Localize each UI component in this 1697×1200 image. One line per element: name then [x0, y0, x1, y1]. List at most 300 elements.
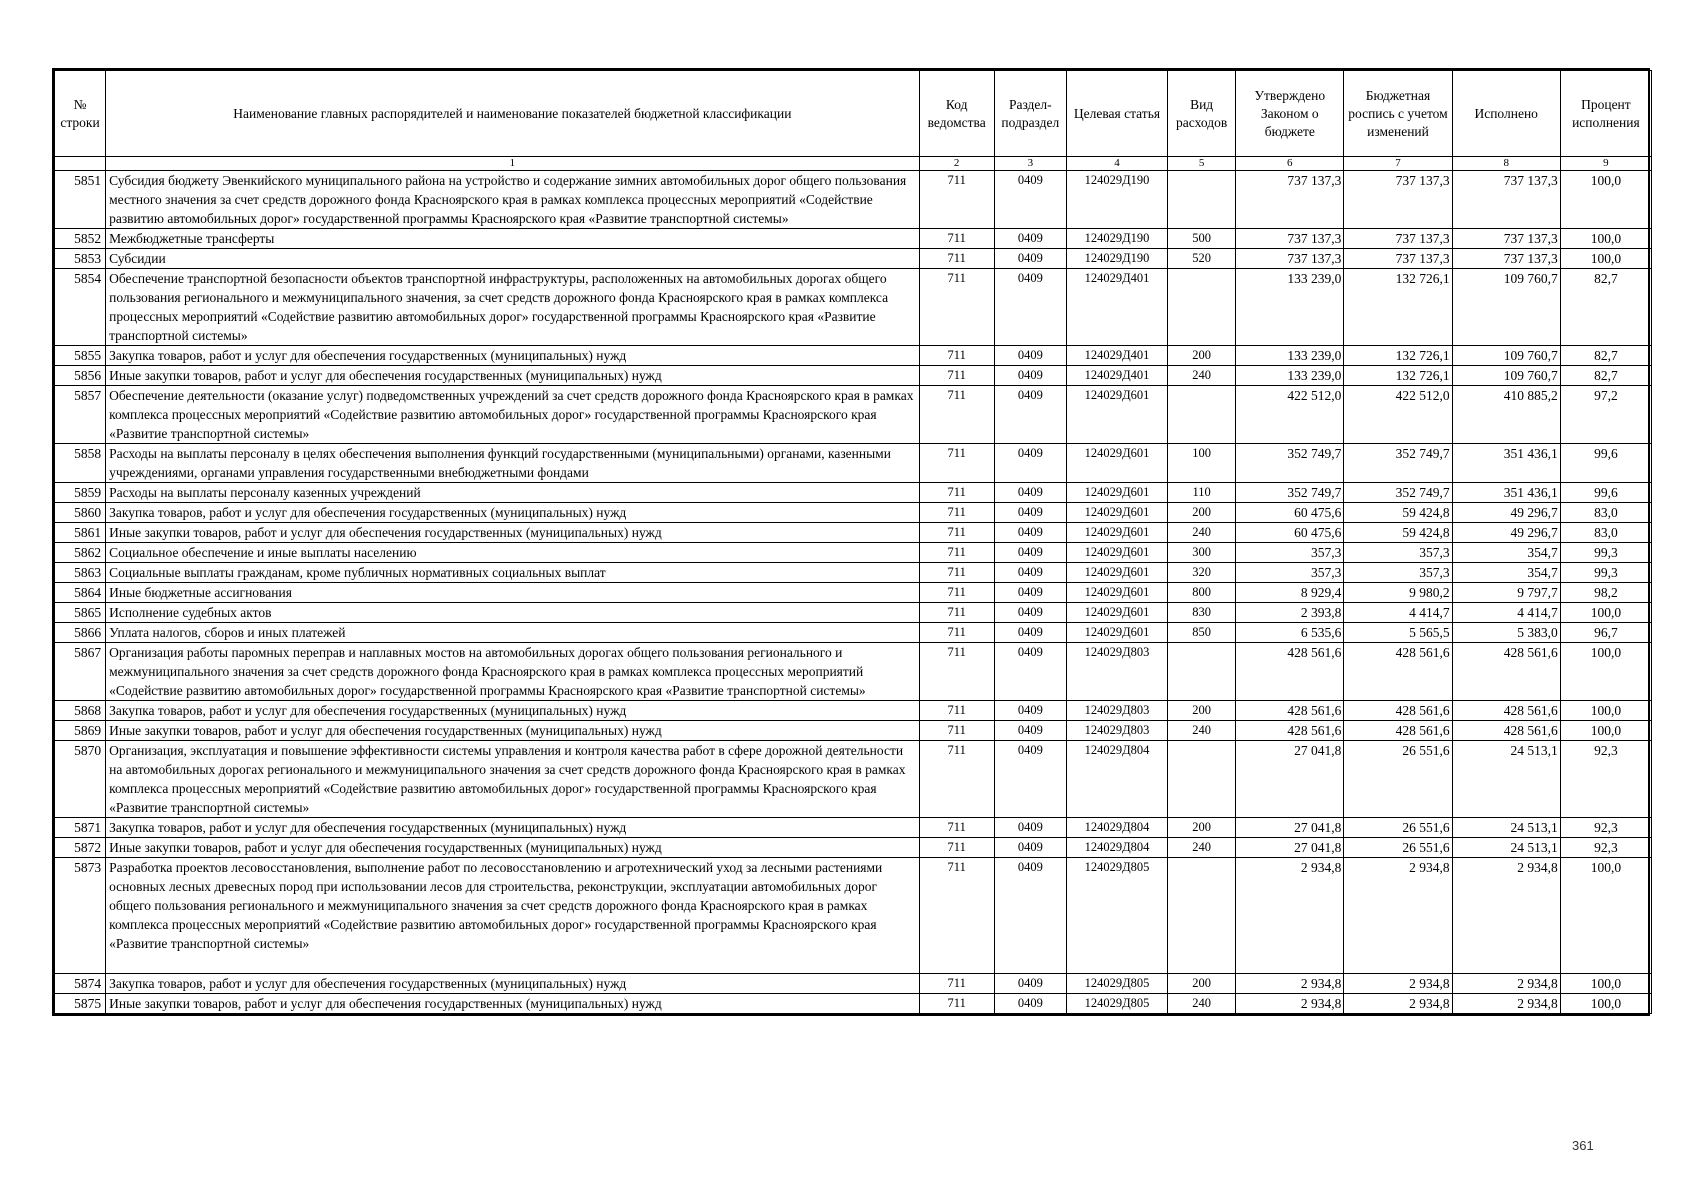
target-article-cell: 124029Д401 [1066, 346, 1167, 366]
table-row [55, 249, 1652, 269]
percent-cell: 100,0 [1560, 249, 1651, 269]
header-executed: Исполнено [1452, 71, 1560, 157]
target-article-cell: 124029Д601 [1066, 523, 1167, 543]
table-row [55, 583, 1652, 603]
column-number: 9 [1560, 157, 1651, 171]
executed-cell: 5 383,0 [1452, 623, 1560, 643]
name-cell: Субсидия бюджету Эвенкийского муниципального района на устройство и содержание зимних автомобильных дорог общего пользования местного значения за счет средств дорожного фонда Красноярского края в рамках комплекса процессных мероприятий «Содействие развитию автомобильных дорог» государственной программы Красноярского края «Развитие транспортной системы» [106, 171, 920, 229]
row-number-cell: 5873 [55, 858, 106, 974]
target-article-cell: 124029Д804 [1066, 818, 1167, 838]
budget-schedule-cell: 428 561,6 [1344, 643, 1452, 701]
executed-cell: 49 296,7 [1452, 503, 1560, 523]
target-article-cell: 124029Д601 [1066, 623, 1167, 643]
executed-cell: 109 760,7 [1452, 366, 1560, 386]
percent-cell: 97,2 [1560, 386, 1651, 444]
approved-cell: 428 561,6 [1236, 643, 1344, 701]
approved-cell: 737 137,3 [1236, 171, 1344, 229]
department-code-cell: 711 [919, 643, 994, 701]
percent-cell: 100,0 [1560, 721, 1651, 741]
table-row [55, 543, 1652, 563]
name-cell: Разработка проектов лесовосстановления, выполнение работ по лесовосстановлению и агротехнический уход за лесными растениями основных лесных древесных пород при использовании лесов для строительства, реконструкции, эксплуатации автомобильных дорог общего пользования регионального и межмуниципального значения за счет средств дорожного фонда Красноярского края в рамках комплекса процессных мероприятий «Содействие развитию автомобильных дорог» государственной программы Красноярского края «Развитие транспортной системы» [106, 858, 920, 974]
budget-schedule-cell: 26 551,6 [1344, 741, 1452, 818]
section-cell: 0409 [994, 269, 1066, 346]
section-cell: 0409 [994, 386, 1066, 444]
executed-cell: 2 934,8 [1452, 974, 1560, 994]
name-cell: Расходы на выплаты персоналу в целях обеспечения выполнения функций государственными (муниципальными) органами, казенными учреждениями, органами управления государственными внебюджетными фондами [106, 444, 920, 483]
row-number-cell: 5858 [55, 444, 106, 483]
percent-cell: 82,7 [1560, 269, 1651, 346]
row-number-cell: 5874 [55, 974, 106, 994]
percent-cell: 98,2 [1560, 583, 1651, 603]
target-article-cell: 124029Д401 [1066, 269, 1167, 346]
table-row [55, 974, 1652, 994]
name-cell: Обеспечение транспортной безопасности объектов транспортной инфраструктуры, расположенных на автомобильных дорогах общего пользования регионального и межмуниципального значения, за счет средств дорожного фонда Красноярского края в рамках комплекса процессных мероприятий «Содействие развитию автомобильных дорог» государственной программы Красноярского края «Развитие транспортной системы» [106, 269, 920, 346]
target-article-cell: 124029Д803 [1066, 643, 1167, 701]
approved-cell: 27 041,8 [1236, 818, 1344, 838]
approved-cell: 6 535,6 [1236, 623, 1344, 643]
executed-cell: 354,7 [1452, 563, 1560, 583]
expense-type-cell: 100 [1168, 444, 1236, 483]
percent-cell: 100,0 [1560, 858, 1651, 974]
approved-cell: 8 929,4 [1236, 583, 1344, 603]
executed-cell: 109 760,7 [1452, 269, 1560, 346]
target-article-cell: 124029Д601 [1066, 563, 1167, 583]
expense-type-cell: 320 [1168, 563, 1236, 583]
expense-type-cell: 240 [1168, 721, 1236, 741]
target-article-cell: 124029Д601 [1066, 543, 1167, 563]
name-cell: Закупка товаров, работ и услуг для обеспечения государственных (муниципальных) нужд [106, 974, 920, 994]
table-row [55, 741, 1652, 818]
expense-type-cell [1168, 741, 1236, 818]
department-code-cell: 711 [919, 741, 994, 818]
expense-type-cell [1168, 858, 1236, 974]
expense-type-cell [1168, 643, 1236, 701]
table-row [55, 838, 1652, 858]
section-cell: 0409 [994, 818, 1066, 838]
target-article-cell: 124029Д805 [1066, 974, 1167, 994]
budget-table-container [52, 68, 1650, 1016]
table-row [55, 171, 1652, 229]
table-row [55, 701, 1652, 721]
percent-cell: 83,0 [1560, 503, 1651, 523]
department-code-cell: 711 [919, 483, 994, 503]
executed-cell: 2 934,8 [1452, 858, 1560, 974]
budget-schedule-cell: 737 137,3 [1344, 249, 1452, 269]
expense-type-cell [1168, 386, 1236, 444]
department-code-cell: 711 [919, 994, 994, 1014]
budget-schedule-cell: 26 551,6 [1344, 838, 1452, 858]
header-approved: Утверждено Законом о бюджете [1236, 71, 1344, 157]
table-row [55, 563, 1652, 583]
section-cell: 0409 [994, 721, 1066, 741]
expense-type-cell [1168, 269, 1236, 346]
approved-cell: 352 749,7 [1236, 483, 1344, 503]
percent-cell: 100,0 [1560, 603, 1651, 623]
table-row [55, 444, 1652, 483]
approved-cell: 428 561,6 [1236, 721, 1344, 741]
target-article-cell: 124029Д804 [1066, 741, 1167, 818]
percent-cell: 92,3 [1560, 818, 1651, 838]
section-cell: 0409 [994, 858, 1066, 974]
name-cell: Закупка товаров, работ и услуг для обеспечения государственных (муниципальных) нужд [106, 503, 920, 523]
department-code-cell: 711 [919, 583, 994, 603]
expense-type-cell: 200 [1168, 346, 1236, 366]
target-article-cell: 124029Д190 [1066, 229, 1167, 249]
row-number-cell: 5865 [55, 603, 106, 623]
row-number-cell: 5853 [55, 249, 106, 269]
approved-cell: 133 239,0 [1236, 269, 1344, 346]
name-cell: Обеспечение деятельности (оказание услуг) подведомственных учреждений за счет средств дорожного фонда Красноярского края в рамках комплекса процессных мероприятий «Содействие развитию автомобильных дорог» государственной программы Красноярского края «Развитие транспортной системы» [106, 386, 920, 444]
table-row [55, 858, 1652, 974]
row-number-cell: 5870 [55, 741, 106, 818]
approved-cell: 737 137,3 [1236, 229, 1344, 249]
name-cell: Социальные выплаты гражданам, кроме публичных нормативных социальных выплат [106, 563, 920, 583]
percent-cell: 100,0 [1560, 974, 1651, 994]
section-cell: 0409 [994, 701, 1066, 721]
approved-cell: 737 137,3 [1236, 249, 1344, 269]
budget-schedule-cell: 737 137,3 [1344, 229, 1452, 249]
name-cell: Иные закупки товаров, работ и услуг для обеспечения государственных (муниципальных) нужд [106, 838, 920, 858]
name-cell: Социальное обеспечение и иные выплаты населению [106, 543, 920, 563]
column-number: 8 [1452, 157, 1560, 171]
table-row [55, 346, 1652, 366]
budget-schedule-cell: 132 726,1 [1344, 366, 1452, 386]
row-number-cell: 5864 [55, 583, 106, 603]
target-article-cell: 124029Д401 [1066, 366, 1167, 386]
approved-cell: 422 512,0 [1236, 386, 1344, 444]
expense-type-cell: 240 [1168, 994, 1236, 1014]
section-cell: 0409 [994, 483, 1066, 503]
department-code-cell: 711 [919, 503, 994, 523]
budget-schedule-cell: 26 551,6 [1344, 818, 1452, 838]
executed-cell: 354,7 [1452, 543, 1560, 563]
department-code-cell: 711 [919, 543, 994, 563]
approved-cell: 133 239,0 [1236, 346, 1344, 366]
executed-cell: 428 561,6 [1452, 721, 1560, 741]
header-expense-type: Вид расходов [1168, 71, 1236, 157]
expense-type-cell: 520 [1168, 249, 1236, 269]
header-row-number: № строки [55, 71, 106, 157]
budget-schedule-cell: 2 934,8 [1344, 974, 1452, 994]
column-number: 4 [1066, 157, 1167, 171]
target-article-cell: 124029Д190 [1066, 171, 1167, 229]
department-code-cell: 711 [919, 623, 994, 643]
approved-cell: 27 041,8 [1236, 741, 1344, 818]
table-row [55, 386, 1652, 444]
budget-schedule-cell: 5 565,5 [1344, 623, 1452, 643]
row-number-cell: 5855 [55, 346, 106, 366]
section-cell: 0409 [994, 444, 1066, 483]
header-budget-schedule: Бюджетная роспись с учетом изменений [1344, 71, 1452, 157]
budget-table [54, 70, 1652, 1014]
percent-cell: 92,3 [1560, 838, 1651, 858]
section-cell: 0409 [994, 563, 1066, 583]
name-cell: Иные закупки товаров, работ и услуг для обеспечения государственных (муниципальных) нужд [106, 721, 920, 741]
budget-schedule-cell: 422 512,0 [1344, 386, 1452, 444]
target-article-cell: 124029Д601 [1066, 503, 1167, 523]
department-code-cell: 711 [919, 229, 994, 249]
row-number-cell: 5857 [55, 386, 106, 444]
row-number-cell: 5852 [55, 229, 106, 249]
target-article-cell: 124029Д804 [1066, 838, 1167, 858]
row-number-cell: 5860 [55, 503, 106, 523]
budget-schedule-cell: 428 561,6 [1344, 701, 1452, 721]
approved-cell: 352 749,7 [1236, 444, 1344, 483]
header-name: Наименование главных распорядителей и наименование показателей бюджетной классификации [106, 71, 920, 157]
department-code-cell: 711 [919, 858, 994, 974]
column-number [55, 157, 106, 171]
target-article-cell: 124029Д601 [1066, 583, 1167, 603]
executed-cell: 4 414,7 [1452, 603, 1560, 623]
section-cell: 0409 [994, 994, 1066, 1014]
percent-cell: 100,0 [1560, 701, 1651, 721]
section-cell: 0409 [994, 346, 1066, 366]
budget-schedule-cell: 428 561,6 [1344, 721, 1452, 741]
department-code-cell: 711 [919, 974, 994, 994]
target-article-cell: 124029Д601 [1066, 386, 1167, 444]
section-cell: 0409 [994, 171, 1066, 229]
percent-cell: 99,6 [1560, 444, 1651, 483]
table-row [55, 818, 1652, 838]
section-cell: 0409 [994, 583, 1066, 603]
name-cell: Иные бюджетные ассигнования [106, 583, 920, 603]
name-cell: Исполнение судебных актов [106, 603, 920, 623]
name-cell: Иные закупки товаров, работ и услуг для обеспечения государственных (муниципальных) нужд [106, 994, 920, 1014]
approved-cell: 2 934,8 [1236, 858, 1344, 974]
row-number-cell: 5851 [55, 171, 106, 229]
section-cell: 0409 [994, 741, 1066, 818]
budget-schedule-cell: 9 980,2 [1344, 583, 1452, 603]
row-number-cell: 5866 [55, 623, 106, 643]
department-code-cell: 711 [919, 346, 994, 366]
row-number-cell: 5867 [55, 643, 106, 701]
department-code-cell: 711 [919, 701, 994, 721]
section-cell: 0409 [994, 603, 1066, 623]
table-row [55, 523, 1652, 543]
percent-cell: 92,3 [1560, 741, 1651, 818]
executed-cell: 351 436,1 [1452, 483, 1560, 503]
department-code-cell: 711 [919, 721, 994, 741]
row-number-cell: 5872 [55, 838, 106, 858]
expense-type-cell: 500 [1168, 229, 1236, 249]
expense-type-cell: 200 [1168, 701, 1236, 721]
department-code-cell: 711 [919, 818, 994, 838]
percent-cell: 99,6 [1560, 483, 1651, 503]
row-number-cell: 5862 [55, 543, 106, 563]
name-cell: Иные закупки товаров, работ и услуг для обеспечения государственных (муниципальных) нужд [106, 366, 920, 386]
header-percent: Процент исполнения [1560, 71, 1651, 157]
approved-cell: 357,3 [1236, 543, 1344, 563]
budget-schedule-cell: 357,3 [1344, 543, 1452, 563]
column-number: 3 [994, 157, 1066, 171]
section-cell: 0409 [994, 366, 1066, 386]
table-row [55, 229, 1652, 249]
row-number-cell: 5861 [55, 523, 106, 543]
column-number-row [55, 157, 1652, 171]
executed-cell: 109 760,7 [1452, 346, 1560, 366]
department-code-cell: 711 [919, 563, 994, 583]
target-article-cell: 124029Д805 [1066, 994, 1167, 1014]
percent-cell: 100,0 [1560, 171, 1651, 229]
executed-cell: 428 561,6 [1452, 701, 1560, 721]
approved-cell: 27 041,8 [1236, 838, 1344, 858]
table-row [55, 721, 1652, 741]
approved-cell: 428 561,6 [1236, 701, 1344, 721]
percent-cell: 99,3 [1560, 563, 1651, 583]
row-number-cell: 5854 [55, 269, 106, 346]
department-code-cell: 711 [919, 269, 994, 346]
table-row [55, 603, 1652, 623]
row-number-cell: 5868 [55, 701, 106, 721]
expense-type-cell: 300 [1168, 543, 1236, 563]
executed-cell: 2 934,8 [1452, 994, 1560, 1014]
percent-cell: 100,0 [1560, 229, 1651, 249]
budget-schedule-cell: 2 934,8 [1344, 858, 1452, 974]
budget-schedule-cell: 132 726,1 [1344, 346, 1452, 366]
expense-type-cell: 850 [1168, 623, 1236, 643]
percent-cell: 100,0 [1560, 643, 1651, 701]
department-code-cell: 711 [919, 838, 994, 858]
row-number-cell: 5859 [55, 483, 106, 503]
department-code-cell: 711 [919, 444, 994, 483]
department-code-cell: 711 [919, 523, 994, 543]
expense-type-cell: 200 [1168, 974, 1236, 994]
name-cell: Уплата налогов, сборов и иных платежей [106, 623, 920, 643]
executed-cell: 351 436,1 [1452, 444, 1560, 483]
row-number-cell: 5871 [55, 818, 106, 838]
header-section: Раздел-подраздел [994, 71, 1066, 157]
name-cell: Организация, эксплуатация и повышение эффективности системы управления и контроля качества работ в сфере дорожной деятельности на автомобильных дорогах регионального и межмуниципального значения за счет средств дорожного фонда Красноярского края в рамках комплекса процессных мероприятий «Содействие развитию автомобильных дорог» государственной программы Красноярского края «Развитие транспортной системы» [106, 741, 920, 818]
table-row [55, 623, 1652, 643]
section-cell: 0409 [994, 229, 1066, 249]
row-number-cell: 5875 [55, 994, 106, 1014]
executed-cell: 24 513,1 [1452, 818, 1560, 838]
expense-type-cell [1168, 171, 1236, 229]
section-cell: 0409 [994, 623, 1066, 643]
column-number: 1 [106, 157, 920, 171]
header-row [55, 71, 1652, 157]
expense-type-cell: 830 [1168, 603, 1236, 623]
budget-schedule-cell: 2 934,8 [1344, 994, 1452, 1014]
section-cell: 0409 [994, 643, 1066, 701]
table-row [55, 503, 1652, 523]
budget-schedule-cell: 132 726,1 [1344, 269, 1452, 346]
budget-schedule-cell: 59 424,8 [1344, 523, 1452, 543]
name-cell: Расходы на выплаты персоналу казенных учреждений [106, 483, 920, 503]
department-code-cell: 711 [919, 386, 994, 444]
budget-schedule-cell: 352 749,7 [1344, 444, 1452, 483]
column-number: 2 [919, 157, 994, 171]
approved-cell: 357,3 [1236, 563, 1344, 583]
approved-cell: 2 393,8 [1236, 603, 1344, 623]
table-row [55, 269, 1652, 346]
target-article-cell: 124029Д601 [1066, 483, 1167, 503]
executed-cell: 49 296,7 [1452, 523, 1560, 543]
executed-cell: 24 513,1 [1452, 838, 1560, 858]
department-code-cell: 711 [919, 249, 994, 269]
table-row [55, 483, 1652, 503]
expense-type-cell: 800 [1168, 583, 1236, 603]
name-cell: Закупка товаров, работ и услуг для обеспечения государственных (муниципальных) нужд [106, 346, 920, 366]
name-cell: Закупка товаров, работ и услуг для обеспечения государственных (муниципальных) нужд [106, 818, 920, 838]
header-department-code: Код ведомства [919, 71, 994, 157]
budget-schedule-cell: 352 749,7 [1344, 483, 1452, 503]
column-number: 5 [1168, 157, 1236, 171]
section-cell: 0409 [994, 838, 1066, 858]
executed-cell: 428 561,6 [1452, 643, 1560, 701]
target-article-cell: 124029Д805 [1066, 858, 1167, 974]
target-article-cell: 124029Д190 [1066, 249, 1167, 269]
target-article-cell: 124029Д601 [1066, 603, 1167, 623]
target-article-cell: 124029Д803 [1066, 721, 1167, 741]
target-article-cell: 124029Д601 [1066, 444, 1167, 483]
department-code-cell: 711 [919, 603, 994, 623]
percent-cell: 82,7 [1560, 346, 1651, 366]
section-cell: 0409 [994, 523, 1066, 543]
name-cell: Закупка товаров, работ и услуг для обеспечения государственных (муниципальных) нужд [106, 701, 920, 721]
table-row [55, 643, 1652, 701]
department-code-cell: 711 [919, 366, 994, 386]
approved-cell: 133 239,0 [1236, 366, 1344, 386]
expense-type-cell: 200 [1168, 503, 1236, 523]
table-row [55, 994, 1652, 1014]
name-cell: Иные закупки товаров, работ и услуг для обеспечения государственных (муниципальных) нужд [106, 523, 920, 543]
budget-schedule-cell: 4 414,7 [1344, 603, 1452, 623]
page-number: 361 [1572, 1138, 1594, 1153]
column-number: 6 [1236, 157, 1344, 171]
row-number-cell: 5856 [55, 366, 106, 386]
percent-cell: 82,7 [1560, 366, 1651, 386]
header-target-article: Целевая статья [1066, 71, 1167, 157]
column-number: 7 [1344, 157, 1452, 171]
executed-cell: 737 137,3 [1452, 229, 1560, 249]
budget-schedule-cell: 59 424,8 [1344, 503, 1452, 523]
row-number-cell: 5863 [55, 563, 106, 583]
section-cell: 0409 [994, 503, 1066, 523]
budget-schedule-cell: 357,3 [1344, 563, 1452, 583]
budget-schedule-cell: 737 137,3 [1344, 171, 1452, 229]
target-article-cell: 124029Д803 [1066, 701, 1167, 721]
expense-type-cell: 240 [1168, 838, 1236, 858]
executed-cell: 410 885,2 [1452, 386, 1560, 444]
department-code-cell: 711 [919, 171, 994, 229]
name-cell: Субсидии [106, 249, 920, 269]
expense-type-cell: 110 [1168, 483, 1236, 503]
approved-cell: 2 934,8 [1236, 974, 1344, 994]
percent-cell: 99,3 [1560, 543, 1651, 563]
executed-cell: 9 797,7 [1452, 583, 1560, 603]
name-cell: Организация работы паромных переправ и наплавных мостов на автомобильных дорогах общего пользования регионального и межмуниципального значения за счет средств дорожного фонда Красноярского края в рамках комплекса процессных мероприятий «Содействие развитию автомобильных дорог» государственной программы Красноярского края «Развитие транспортной системы» [106, 643, 920, 701]
percent-cell: 96,7 [1560, 623, 1651, 643]
expense-type-cell: 240 [1168, 366, 1236, 386]
name-cell: Межбюджетные трансферты [106, 229, 920, 249]
executed-cell: 737 137,3 [1452, 171, 1560, 229]
approved-cell: 2 934,8 [1236, 994, 1344, 1014]
executed-cell: 737 137,3 [1452, 249, 1560, 269]
executed-cell: 24 513,1 [1452, 741, 1560, 818]
expense-type-cell: 200 [1168, 818, 1236, 838]
percent-cell: 100,0 [1560, 994, 1651, 1014]
approved-cell: 60 475,6 [1236, 523, 1344, 543]
section-cell: 0409 [994, 974, 1066, 994]
expense-type-cell: 240 [1168, 523, 1236, 543]
table-row [55, 366, 1652, 386]
row-number-cell: 5869 [55, 721, 106, 741]
percent-cell: 83,0 [1560, 523, 1651, 543]
section-cell: 0409 [994, 249, 1066, 269]
approved-cell: 60 475,6 [1236, 503, 1344, 523]
section-cell: 0409 [994, 543, 1066, 563]
